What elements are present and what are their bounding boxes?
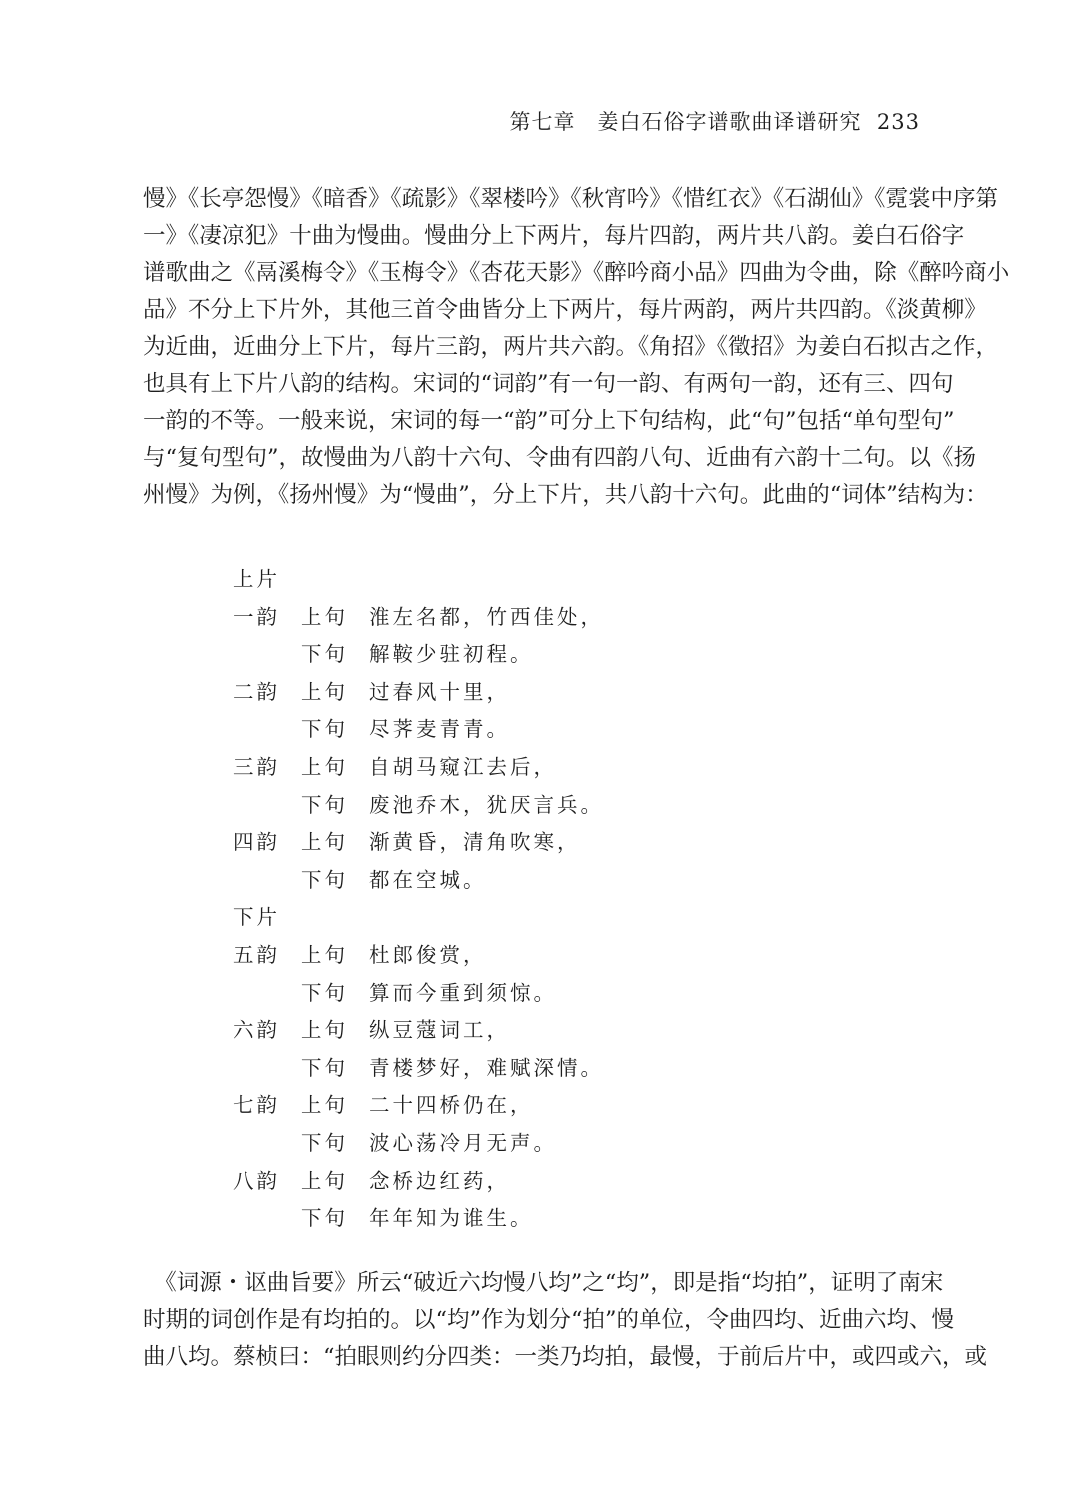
line-type: 上句: [301, 754, 348, 779]
poem-row: [233, 711, 604, 749]
verse-text: 废池乔木，犹厌言兵。: [369, 792, 604, 817]
poem-row: [233, 561, 604, 599]
line-type: 下句: [301, 1055, 348, 1080]
text-line: 州慢》为例，《扬州慢》为“慢曲”，分上下片，共八韵十六句。此曲的“词体”结构为：: [143, 482, 988, 508]
text-line: 时期的词创作是有均拍的。以“均”作为划分“拍”的单位，令曲四均、近曲六均、慢: [143, 1307, 955, 1333]
line-type: 下句: [301, 792, 348, 817]
verse-text: 解鞍少驻初程。: [369, 642, 534, 667]
verse-text: 青楼梦好，难赋深情。: [369, 1055, 604, 1080]
poem-row: [233, 636, 604, 674]
poem-row: [233, 787, 604, 825]
rhyme-label: 二韵: [233, 679, 280, 704]
verse-text: 算而今重到须惊。: [369, 980, 557, 1005]
poem-structure: [233, 561, 604, 1238]
verse-text: 渐黄昏，清角吹寒，: [369, 830, 581, 855]
line-type: 上句: [301, 604, 348, 629]
running-header: [510, 106, 920, 136]
chapter-title: 姜白石俗字谱歌曲译谱研究: [597, 110, 862, 134]
verse-text: 杜郎俊赏，: [369, 942, 487, 967]
rhyme-label: [233, 1125, 301, 1163]
verse-text: 过春风十里，: [369, 679, 510, 704]
poem-row: [233, 1200, 604, 1238]
text-line: 为近曲，近曲分上下片，每片三韵，两片共六韵。《角招》《徵招》为姜白石拟古之作，: [143, 334, 999, 360]
line-type: 下句: [301, 980, 348, 1005]
rhyme-label: [233, 975, 301, 1013]
verse-text: 波心荡冷月无声。: [369, 1130, 557, 1155]
line-type: [301, 561, 369, 599]
rhyme-label: [233, 636, 301, 674]
poem-row: [233, 937, 604, 975]
poem-row: [233, 899, 604, 937]
rhyme-label: [233, 1050, 301, 1088]
rhyme-label: [233, 787, 301, 825]
body-paragraph-2: [143, 1265, 988, 1376]
poem-row: [233, 1087, 604, 1125]
line-type: 下句: [301, 717, 348, 742]
text-line: 《词源・讴曲旨要》所云“破近六均慢八均”之“均”，即是指“均拍”，证明了南宋: [143, 1270, 944, 1296]
verse-text: 纵豆蔻词工，: [369, 1018, 510, 1043]
section-label: 上片: [233, 567, 280, 591]
poem-row: [233, 674, 604, 712]
rhyme-label: 三韵: [233, 754, 280, 779]
text-line: 与“复句型句”，故慢曲为八韵十六句、令曲有四韵八句、近曲有六韵十二句。以《扬: [143, 445, 977, 471]
rhyme-label: 四韵: [233, 830, 280, 855]
line-type: 上句: [301, 942, 348, 967]
verse-text: 自胡马窥江去后，: [369, 754, 557, 779]
verse-text: 二十四桥仍在，: [369, 1093, 534, 1118]
rhyme-label: [233, 711, 301, 749]
body-paragraph-1: [143, 181, 1010, 514]
poem-row: [233, 862, 604, 900]
text-line: 谱歌曲之《鬲溪梅令》《玉梅令》《杏花天影》《醉吟商小品》四曲为令曲，除《醉吟商小: [143, 260, 1010, 286]
verse-text: 尽荠麦青青。: [369, 717, 510, 742]
poem-row: [233, 1163, 604, 1201]
rhyme-label: 八韵: [233, 1168, 280, 1193]
text-line: 一韵的不等。一般来说，宋词的每一“韵”可分上下句结构，此“句”包括“单句型句”: [143, 408, 955, 434]
text-line: 曲八均。蔡桢曰：“拍眼则约分四类：一类乃均拍，最慢，于前后片中，或四或六，或: [143, 1344, 988, 1370]
rhyme-label: 七韵: [233, 1093, 280, 1118]
poem-row: [233, 749, 604, 787]
chapter-label: 第七章: [509, 110, 576, 134]
line-type: 上句: [301, 830, 348, 855]
poem-row: [233, 824, 604, 862]
poem-row: [233, 1012, 604, 1050]
poem-row: [233, 1050, 604, 1088]
page-number: 233: [876, 110, 920, 134]
verse-text: 念桥边红药，: [369, 1168, 510, 1193]
section-label: 下片: [233, 905, 280, 930]
text-line: 慢》《长亭怨慢》《暗香》《疏影》《翠楼吟》《秋宵吟》《惜红衣》《石湖仙》《霓裳中序第: [143, 186, 999, 212]
line-type: 下句: [301, 1130, 348, 1155]
line-type: 上句: [301, 679, 348, 704]
line-type: 下句: [301, 867, 348, 892]
rhyme-label: [233, 862, 301, 900]
verse-text: 都在空城。: [369, 867, 487, 892]
line-type: 上句: [301, 1018, 348, 1043]
text-line: 一》《凄凉犯》十曲为慢曲。慢曲分上下两片，每片四韵，两片共八韵。姜白石俗字: [143, 223, 965, 249]
rhyme-label: 六韵: [233, 1018, 280, 1043]
poem-row: [233, 975, 604, 1013]
rhyme-label: [233, 1200, 301, 1238]
line-type: 下句: [301, 1206, 348, 1231]
line-type: 上句: [301, 1168, 348, 1193]
verse-text: 年年知为谁生。: [369, 1206, 534, 1231]
rhyme-label: 五韵: [233, 942, 280, 967]
rhyme-label: 一韵: [233, 604, 280, 629]
text-line: 品》不分上下片外，其他三首令曲皆分上下两片，每片两韵，两片共四韵。《淡黄柳》: [143, 297, 987, 323]
poem-row: [233, 599, 604, 637]
line-type: 下句: [301, 642, 348, 667]
line-type: [301, 899, 369, 937]
verse-text: 淮左名都，竹西佳处，: [369, 604, 604, 629]
poem-row: [233, 1125, 604, 1163]
line-type: 上句: [301, 1093, 348, 1118]
text-line: 也具有上下片八韵的结构。宋词的“词韵”有一句一韵、有两句一韵，还有三、四句: [143, 371, 954, 397]
